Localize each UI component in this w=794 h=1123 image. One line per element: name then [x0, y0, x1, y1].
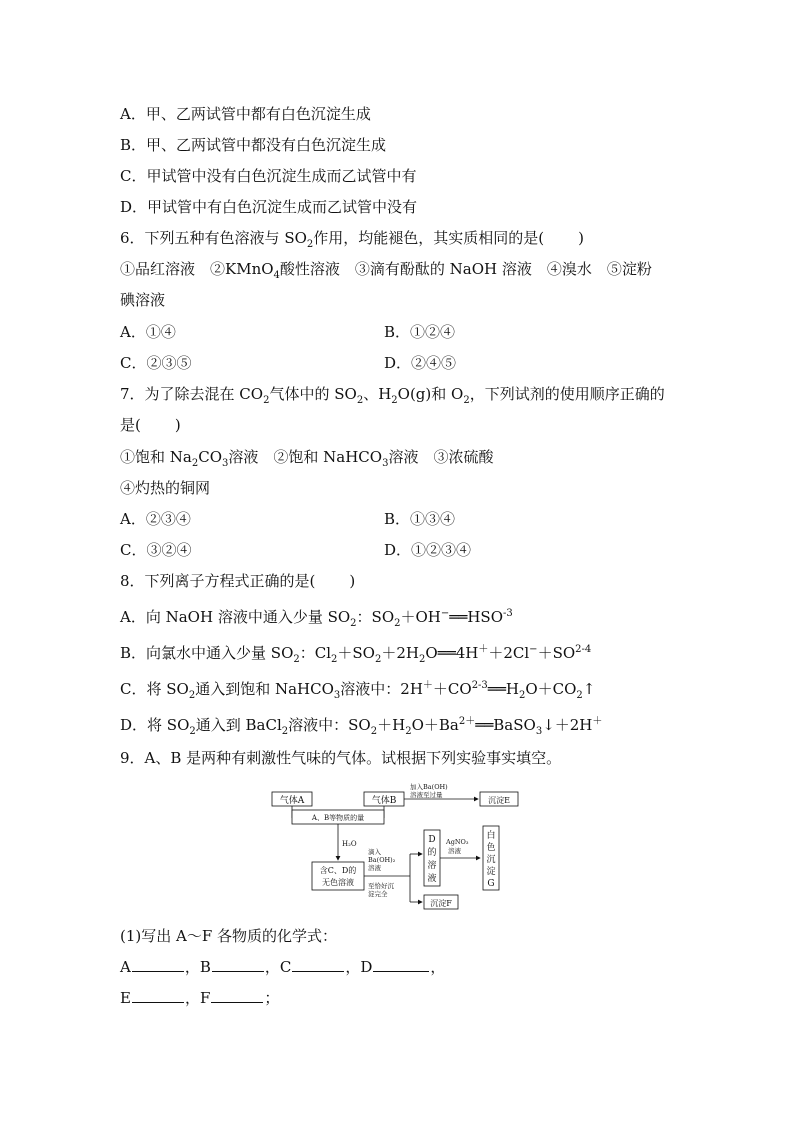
- q7-option-d: D．①②③④: [384, 541, 472, 559]
- d-solution-char-4: 液: [427, 874, 437, 884]
- answer-blank-f[interactable]: [211, 988, 263, 1003]
- q6-stem: 6．下列五种有色溶液与 $SO_2$作用，均能褪色，其实质相同的是( ): [120, 229, 584, 250]
- white-ppt-char-5: G: [487, 879, 495, 889]
- q8-option-a: A．向 NaOH 溶液中通入少量 $SO_2$：$SO_2+OH^-══HSO^{-3}$: [120, 608, 513, 629]
- exact-label-2: 淀完全: [368, 890, 388, 898]
- drip-label-2: Ba(OH)₂: [368, 856, 396, 864]
- q6-option-c: C．②③⑤: [120, 354, 192, 372]
- q8-option-d: D．将 $SO_2$通入到 BaCl$_2$溶液中：$SO_2+H_2O+Ba^{2+}══BaSO_3↓+2H^+$: [120, 716, 603, 737]
- ppt-f-label: 沉淀F: [430, 899, 452, 908]
- colorless-solution-label: 含C、D的: [319, 866, 357, 875]
- equal-amount-label: A、B等物质的量: [311, 814, 365, 822]
- q5-option-c: C．甲试管中没有白色沉淀生成而乙试管中有: [120, 167, 417, 185]
- q9-sub1: (1)写出 A～F 各物质的化学式：: [120, 927, 338, 945]
- answer-blank-e[interactable]: [132, 988, 184, 1003]
- q6-option-d: D．②④⑤: [384, 354, 457, 372]
- h2o-label: H₂O: [342, 840, 357, 848]
- q7-stem: 7．为了除去混在 $CO_2$气体中的 $SO_2$、$H_2O(g)$和 $O_2$，下列试剂的使用顺序正确的: [120, 385, 665, 406]
- q7-stem-cont: 是( ): [120, 416, 181, 434]
- q9-stem: 9．A、B 是两种有刺激性气味的气体。试根据下列实验事实填空。: [120, 749, 562, 767]
- white-ppt-char-4: 淀: [486, 867, 496, 877]
- add-baoh2-label: 加入Ba(OH): [410, 783, 448, 791]
- q7-option-a: A．②③④: [120, 510, 191, 528]
- answer-blank-a[interactable]: [132, 957, 184, 972]
- drip-label-3: 溶液: [368, 864, 381, 872]
- q8-option-c: C．将 $SO_2$通入到饱和 NaHCO$_3$溶液中：$2H^++CO^{2-3}══H_2O+CO_2↑$: [120, 680, 596, 701]
- answer-blank-c[interactable]: [292, 957, 344, 972]
- d-solution-char-2: 的: [427, 848, 437, 858]
- q7-reagent-4: ④灼热的铜网: [120, 479, 211, 497]
- d-solution-char-1: D: [428, 835, 436, 845]
- q6-option-b: B．①②④: [384, 323, 456, 341]
- drip-label-1: 滴入: [368, 848, 381, 856]
- q8-stem: 8．下列离子方程式正确的是( ): [120, 572, 356, 590]
- gas-b-label: 气体B: [371, 796, 397, 806]
- add-baoh2-label-2: 溶液至过量: [410, 791, 443, 799]
- white-ppt-char-2: 色: [486, 843, 496, 853]
- q9-blanks-row2: E ，F ；: [120, 989, 280, 1007]
- answer-blank-b[interactable]: [212, 957, 264, 972]
- q7-reagents: ①饱和 $Na_2CO_3$溶液 ②饱和 NaHCO$_3$溶液 ③浓硫酸: [120, 448, 494, 469]
- q7-option-c: C．③②④: [120, 541, 192, 559]
- colorless-solution-label-2: 无色溶液: [322, 878, 354, 887]
- agno3-label-2: 溶液: [448, 847, 461, 855]
- q5-option-b: B．甲、乙两试管中都没有白色沉淀生成: [120, 136, 387, 154]
- exact-label-1: 至恰好沉: [368, 882, 394, 890]
- q6-option-a: A．①④: [120, 323, 176, 341]
- q5-option-a: A．甲、乙两试管中都有白色沉淀生成: [120, 105, 371, 123]
- d-solution-char-3: 溶: [427, 861, 437, 871]
- agno3-label: AgNO₃: [446, 838, 469, 846]
- flow-diagram: [270, 782, 530, 916]
- q9-blanks-row1: A ，B ，C ，D ，: [120, 958, 446, 976]
- answer-blank-d[interactable]: [373, 957, 429, 972]
- q5-option-d: D．甲试管中有白色沉淀生成而乙试管中没有: [120, 198, 418, 216]
- white-ppt-char-3: 沉: [486, 855, 496, 865]
- q6-items: ①品红溶液 ②KMnO$_4$酸性溶液 ③滴有酚酞的 NaOH 溶液 ④溴水 ⑤淀粉: [120, 260, 652, 281]
- ppt-e-label: 沉淀E: [488, 796, 510, 805]
- white-ppt-char-1: 白: [486, 831, 496, 841]
- q8-option-b: B．向氯水中通入少量 $SO_2$：$Cl_2+SO_2+2H_2O══4H^++2Cl^-+SO^{2-4}$: [120, 644, 592, 665]
- q7-option-b: B．①③④: [384, 510, 456, 528]
- gas-a-label: 气体A: [279, 796, 305, 806]
- q6-items-cont: 碘溶液: [120, 291, 166, 309]
